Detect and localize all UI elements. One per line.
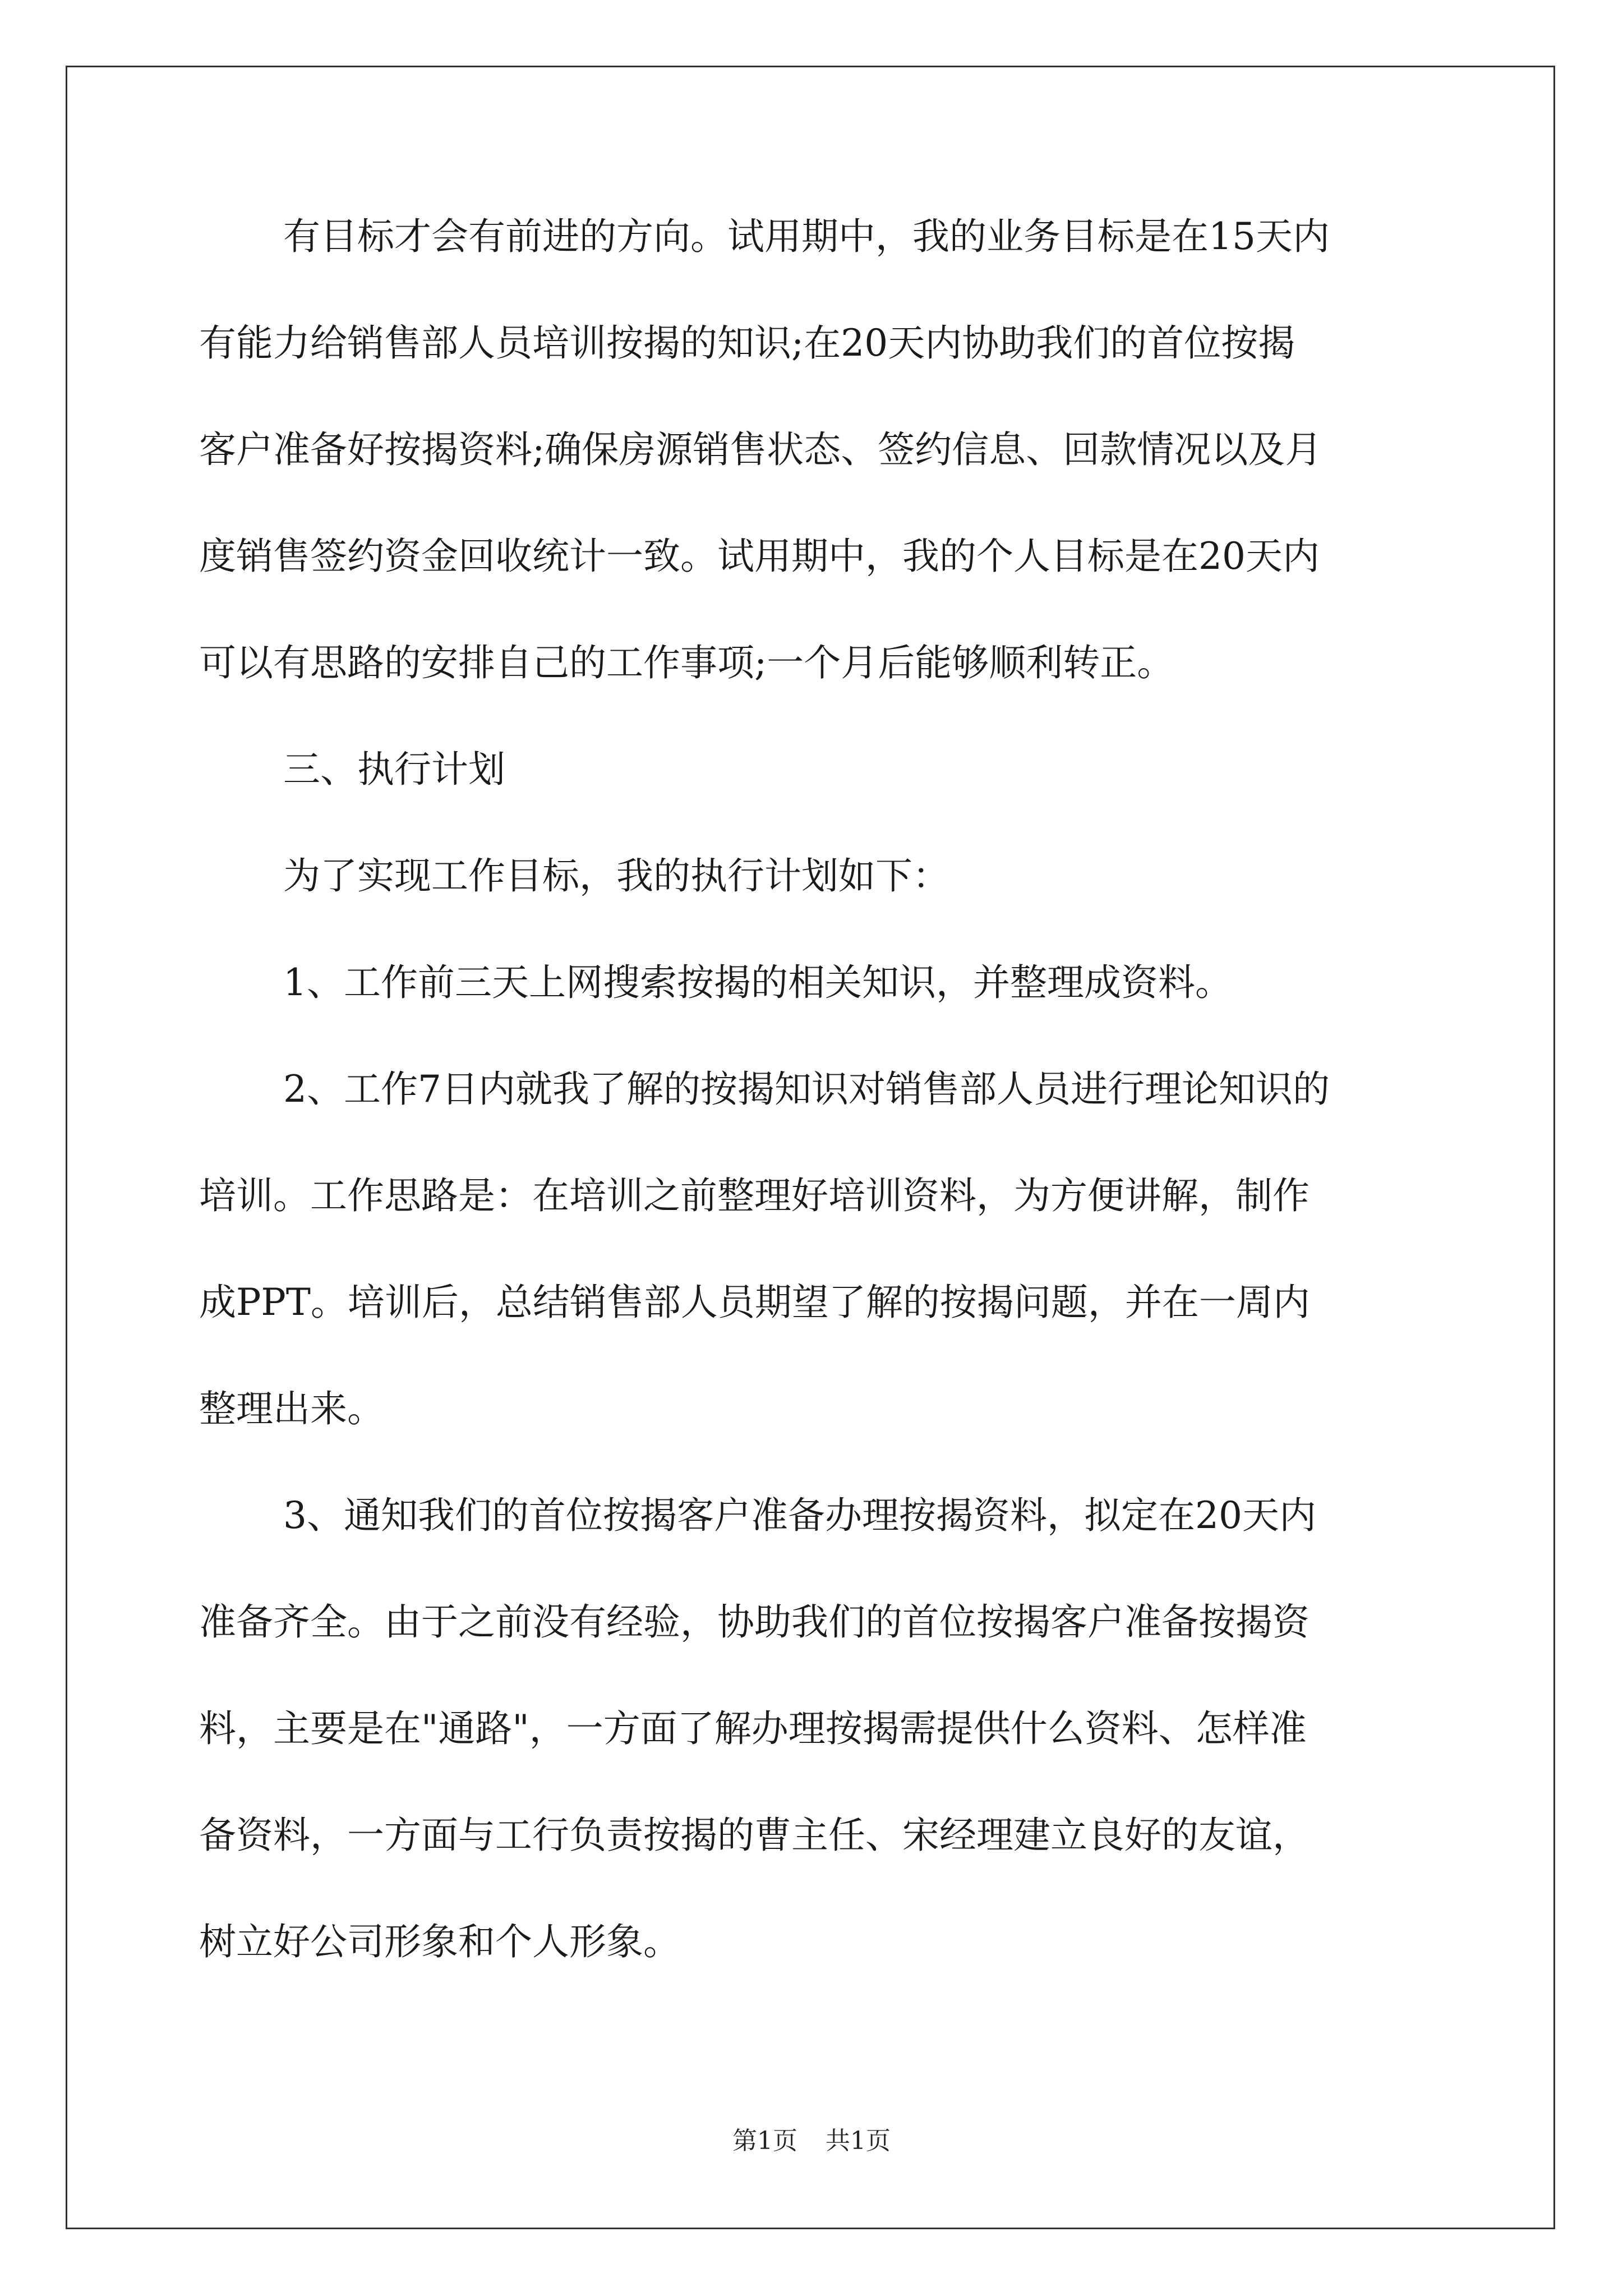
list-item: 3、通知我们的首位按揭客户准备办理按揭资料，拟定在20天内 (283, 1494, 1316, 1537)
text-line: 准备齐全。由于之前没有经验，协助我们的首位按揭客户准备按揭资 (199, 1600, 1310, 1644)
section-heading: 三、执行计划 (283, 748, 505, 791)
document-body (199, 210, 1422, 2022)
text-line: 树立好公司形象和个人形象。 (199, 1920, 680, 1963)
text-line: 整理出来。 (199, 1387, 384, 1430)
page-total: 共1页 (826, 2127, 891, 2155)
list-item: 1、工作前三天上网搜索按揭的相关知识，并整理成资料。 (283, 961, 1232, 1004)
text-line: 备资料，一方面与工行负责按揭的曹主任、宋经理建立良好的友谊， (199, 1814, 1310, 1857)
page-footer (0, 2120, 1623, 2156)
text-line: 料，主要是在"通路"，一方面了解办理按揭需提供什么资料、怎样准 (199, 1707, 1307, 1750)
page-number: 第1页 (732, 2127, 797, 2155)
text-line: 为了实现工作目标，我的执行计划如下： (283, 854, 949, 898)
text-line: 客户准备好按揭资料;确保房源销售状态、签约信息、回款情况以及月 (199, 428, 1322, 471)
text-line: 度销售签约资金回收统计一致。试用期中，我的个人目标是在20天内 (199, 535, 1320, 578)
text-line: 成PPT。培训后，总结销售部人员期望了解的按揭问题，并在一周内 (199, 1281, 1310, 1324)
text-line: 培训。工作思路是：在培训之前整理好培训资料，为方便讲解，制作 (199, 1174, 1310, 1217)
text-line: 有目标才会有前进的方向。试用期中，我的业务目标是在15天内 (283, 215, 1330, 258)
text-line: 有能力给销售部人员培训按揭的知识;在20天内协助我们的首位按揭 (199, 321, 1295, 365)
text-line: 可以有思路的安排自己的工作事项;一个月后能够顺利转正。 (199, 641, 1174, 684)
list-item: 2、工作7日内就我了解的按揭知识对销售部人员进行理论知识的 (283, 1068, 1330, 1111)
